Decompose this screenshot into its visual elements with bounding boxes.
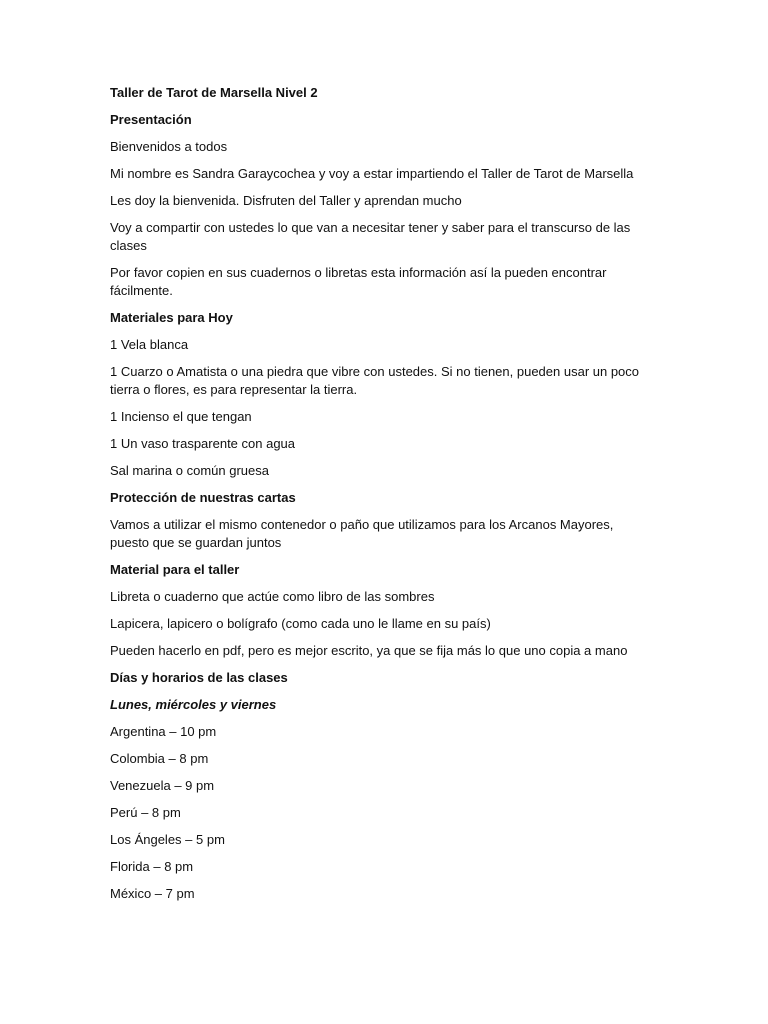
paragraph-nombre: Mi nombre es Sandra Garaycochea y voy a estar impartiendo el Taller de Tarot de Marsella [110, 166, 634, 181]
paragraph-compartir: Voy a compartir con ustedes lo que van a necesitar tener y saber para el transcurso de las clases [110, 220, 631, 253]
list-item-sal: Sal marina o común gruesa [110, 463, 269, 478]
document-body [110, 84, 650, 912]
schedule-florida: Florida – 8 pm [110, 859, 194, 874]
heading-dias-horarios: Días y horarios de las clases [110, 670, 288, 685]
schedule-colombia: Colombia – 8 pm [110, 751, 209, 766]
paragraph-bienvenidos: Bienvenidos a todos [110, 139, 228, 154]
heading-presentacion: Presentación [110, 112, 192, 127]
schedule-days: Lunes, miércoles y viernes [110, 697, 277, 712]
list-item-libreta: Libreta o cuaderno que actúe como libro de las sombres [110, 589, 435, 604]
schedule-mexico: México – 7 pm [110, 886, 195, 901]
list-item-vela: 1 Vela blanca [110, 337, 189, 352]
list-item-cuarzo: 1 Cuarzo o Amatista o una piedra que vibre con ustedes. Si no tienen, pueden usar un poco tierra o flores, es para representar la tierra. [110, 364, 640, 397]
paragraph-pdf: Pueden hacerlo en pdf, pero es mejor escrito, ya que se fija más lo que uno copia a mano [110, 643, 628, 658]
heading-proteccion: Protección de nuestras cartas [110, 490, 296, 505]
paragraph-bienvenida: Les doy la bienvenida. Disfruten del Taller y aprendan mucho [110, 193, 462, 208]
paragraph-copien: Por favor copien en sus cuadernos o libretas esta información así la pueden encontrar fácilmente. [110, 265, 607, 298]
document-title: Taller de Tarot de Marsella Nivel 2 [110, 85, 318, 100]
schedule-venezuela: Venezuela – 9 pm [110, 778, 215, 793]
list-item-incienso: 1 Incienso el que tengan [110, 409, 252, 424]
list-item-lapicera: Lapicera, lapicero o bolígrafo (como cada uno le llame en su país) [110, 616, 491, 631]
heading-materiales-hoy: Materiales para Hoy [110, 310, 233, 325]
schedule-los-angeles: Los Ángeles – 5 pm [110, 832, 225, 847]
heading-material-taller: Material para el taller [110, 562, 240, 577]
list-item-vaso: 1 Un vaso trasparente con agua [110, 436, 296, 451]
schedule-peru: Perú – 8 pm [110, 805, 181, 820]
schedule-argentina: Argentina – 10 pm [110, 724, 217, 739]
paragraph-contenedor: Vamos a utilizar el mismo contenedor o paño que utilizamos para los Arcanos Mayores, puesto que se guardan juntos [110, 517, 614, 550]
